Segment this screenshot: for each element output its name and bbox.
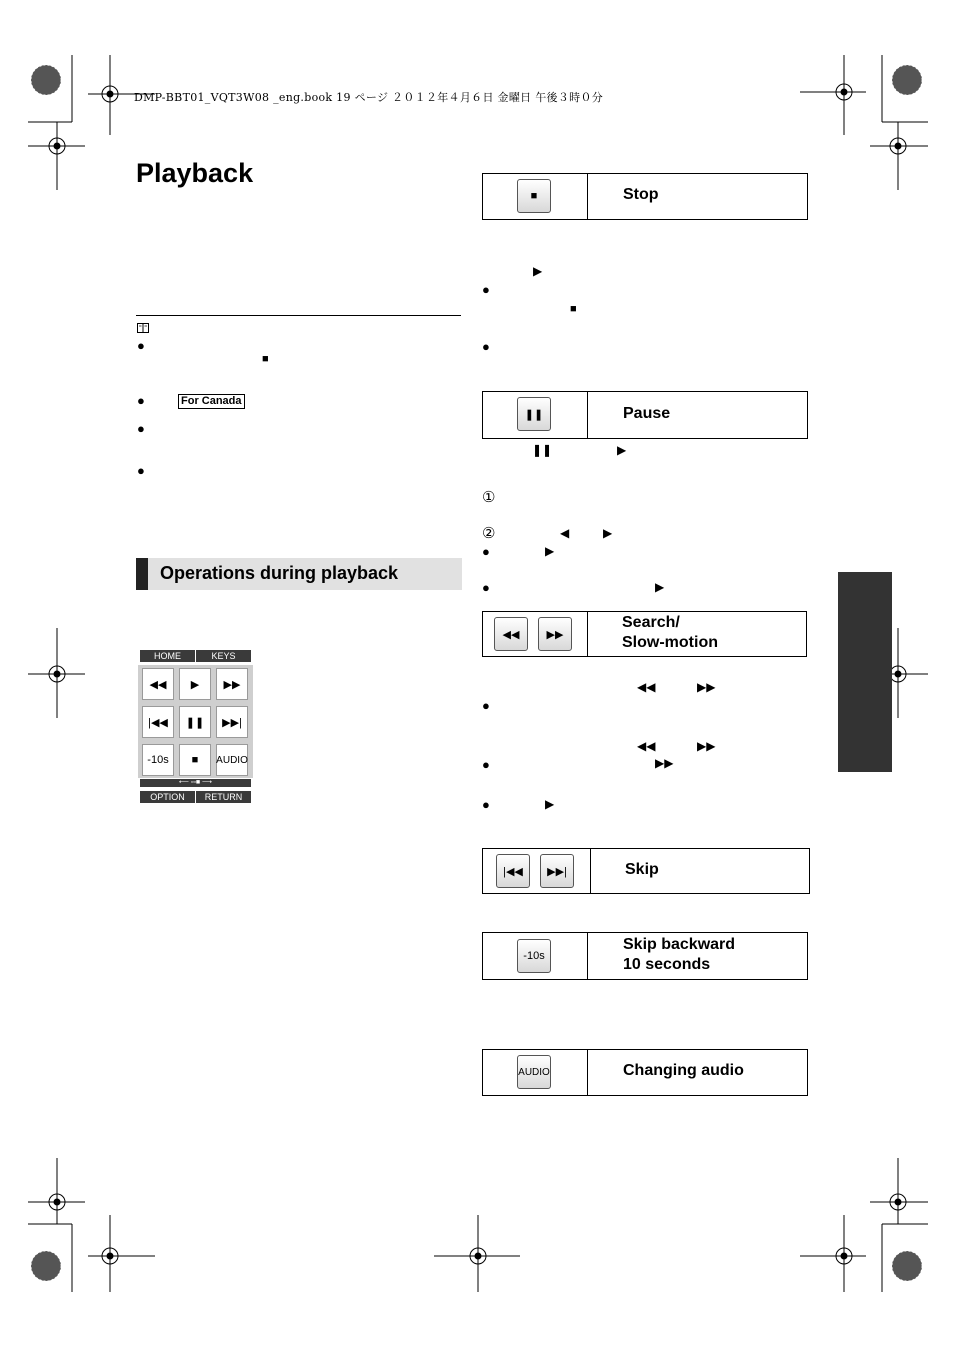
search-title-line2: Slow-motion (622, 634, 718, 651)
note-book-icon (137, 323, 149, 333)
search-operation-box (482, 611, 807, 657)
bullet-icon: ● (482, 698, 490, 713)
for-canada-tag: For Canada (178, 394, 245, 409)
stop-icon: ■ (517, 179, 551, 213)
skip-next-icon: ▶▶| (540, 854, 574, 888)
pause-icon: ❚❚ (517, 397, 551, 431)
remote-control-illustration (138, 648, 253, 806)
section-header (136, 558, 462, 590)
minus10-button-icon: -10s (517, 939, 551, 973)
search-title (622, 613, 718, 653)
fast-forward-icon: ▶▶ (216, 668, 248, 700)
pause-operation-box (482, 391, 808, 439)
bullet-icon: ● (482, 339, 490, 354)
rewind-icon: ◀◀ (637, 680, 656, 694)
fast-forward-icon: ▶▶ (655, 756, 674, 770)
changing-audio-operation-box (482, 1049, 808, 1096)
remote-home-label: HOME (154, 651, 181, 661)
skip-next-icon: ▶▶| (216, 706, 248, 738)
print-header: DMP-BBT01_VQT3W08 _eng.book 19 ページ ２０１２年４月６日 金曜日 午後３時０分 (134, 91, 604, 104)
remote-minus10-key: -10s (142, 744, 174, 776)
left-arrow-icon: ◀ (560, 526, 570, 540)
fast-forward-icon: ▶▶ (538, 617, 572, 651)
step-two-marker: ② (482, 525, 496, 542)
section-accent (136, 558, 148, 590)
audio-button-icon: AUDIO (517, 1055, 551, 1089)
pause-title: Pause (623, 405, 671, 422)
skip-previous-icon: |◀◀ (142, 706, 174, 738)
stop-icon: ■ (570, 303, 577, 315)
play-icon: ▶ (617, 443, 627, 457)
stop-title: Stop (623, 186, 659, 203)
skip-title: Skip (625, 861, 659, 878)
stop-operation-box (482, 173, 808, 220)
stop-icon: ■ (262, 353, 269, 365)
bullet-icon: ● (482, 282, 490, 297)
bullet-icon: ● (482, 580, 490, 595)
section-title: Operations during playback (160, 563, 399, 583)
skip-previous-icon: |◀◀ (496, 854, 530, 888)
bullet-icon: ● (137, 393, 145, 408)
rewind-icon: ◀◀ (142, 668, 174, 700)
fast-forward-icon: ▶▶ (697, 680, 716, 694)
divider (136, 315, 461, 316)
rewind-icon: ◀◀ (494, 617, 528, 651)
rewind-icon: ◀◀ (637, 739, 656, 753)
search-title-line1: Search/ (622, 614, 680, 631)
play-icon: ▶ (179, 668, 211, 700)
skip-backward-title-line1: Skip backward (623, 936, 736, 953)
step-one-marker: ① (482, 489, 496, 506)
play-icon: ▶ (655, 580, 665, 594)
skip-backward-title-line2: 10 seconds (623, 956, 711, 973)
remote-key-grid (138, 665, 253, 778)
pause-icon: ❚❚ (179, 706, 211, 738)
stop-icon: ■ (179, 744, 211, 776)
remote-return-label: RETURN (195, 791, 251, 803)
bullet-icon: ● (137, 421, 145, 436)
bullet-icon: ● (137, 338, 145, 353)
remote-keys-label: KEYS (195, 650, 251, 662)
remote-audio-key: AUDIO (216, 744, 248, 776)
play-icon: ▶ (545, 544, 555, 558)
pause-icon: ❚❚ (532, 443, 553, 457)
bullet-icon: ● (137, 463, 145, 478)
skip-backward-operation-box (482, 932, 808, 980)
remote-swipe-arrow: ⟵ ▫▫■ ⟶ (140, 779, 251, 787)
bullet-icon: ● (482, 544, 490, 559)
play-icon: ▶ (545, 797, 555, 811)
remote-option-label: OPTION (150, 792, 185, 802)
changing-audio-title: Changing audio (623, 1062, 744, 1079)
remote-bottom-bar (140, 791, 251, 803)
bullet-icon: ● (482, 797, 490, 812)
fast-forward-icon: ▶▶ (697, 739, 716, 753)
play-icon: ▶ (533, 264, 543, 278)
page-title: Playback (136, 158, 254, 188)
bullet-icon: ● (482, 757, 490, 772)
skip-backward-title (623, 935, 735, 975)
skip-operation-box (482, 848, 810, 894)
chapter-side-tab (838, 572, 892, 772)
remote-top-bar (140, 650, 251, 662)
right-arrow-icon: ▶ (603, 526, 613, 540)
